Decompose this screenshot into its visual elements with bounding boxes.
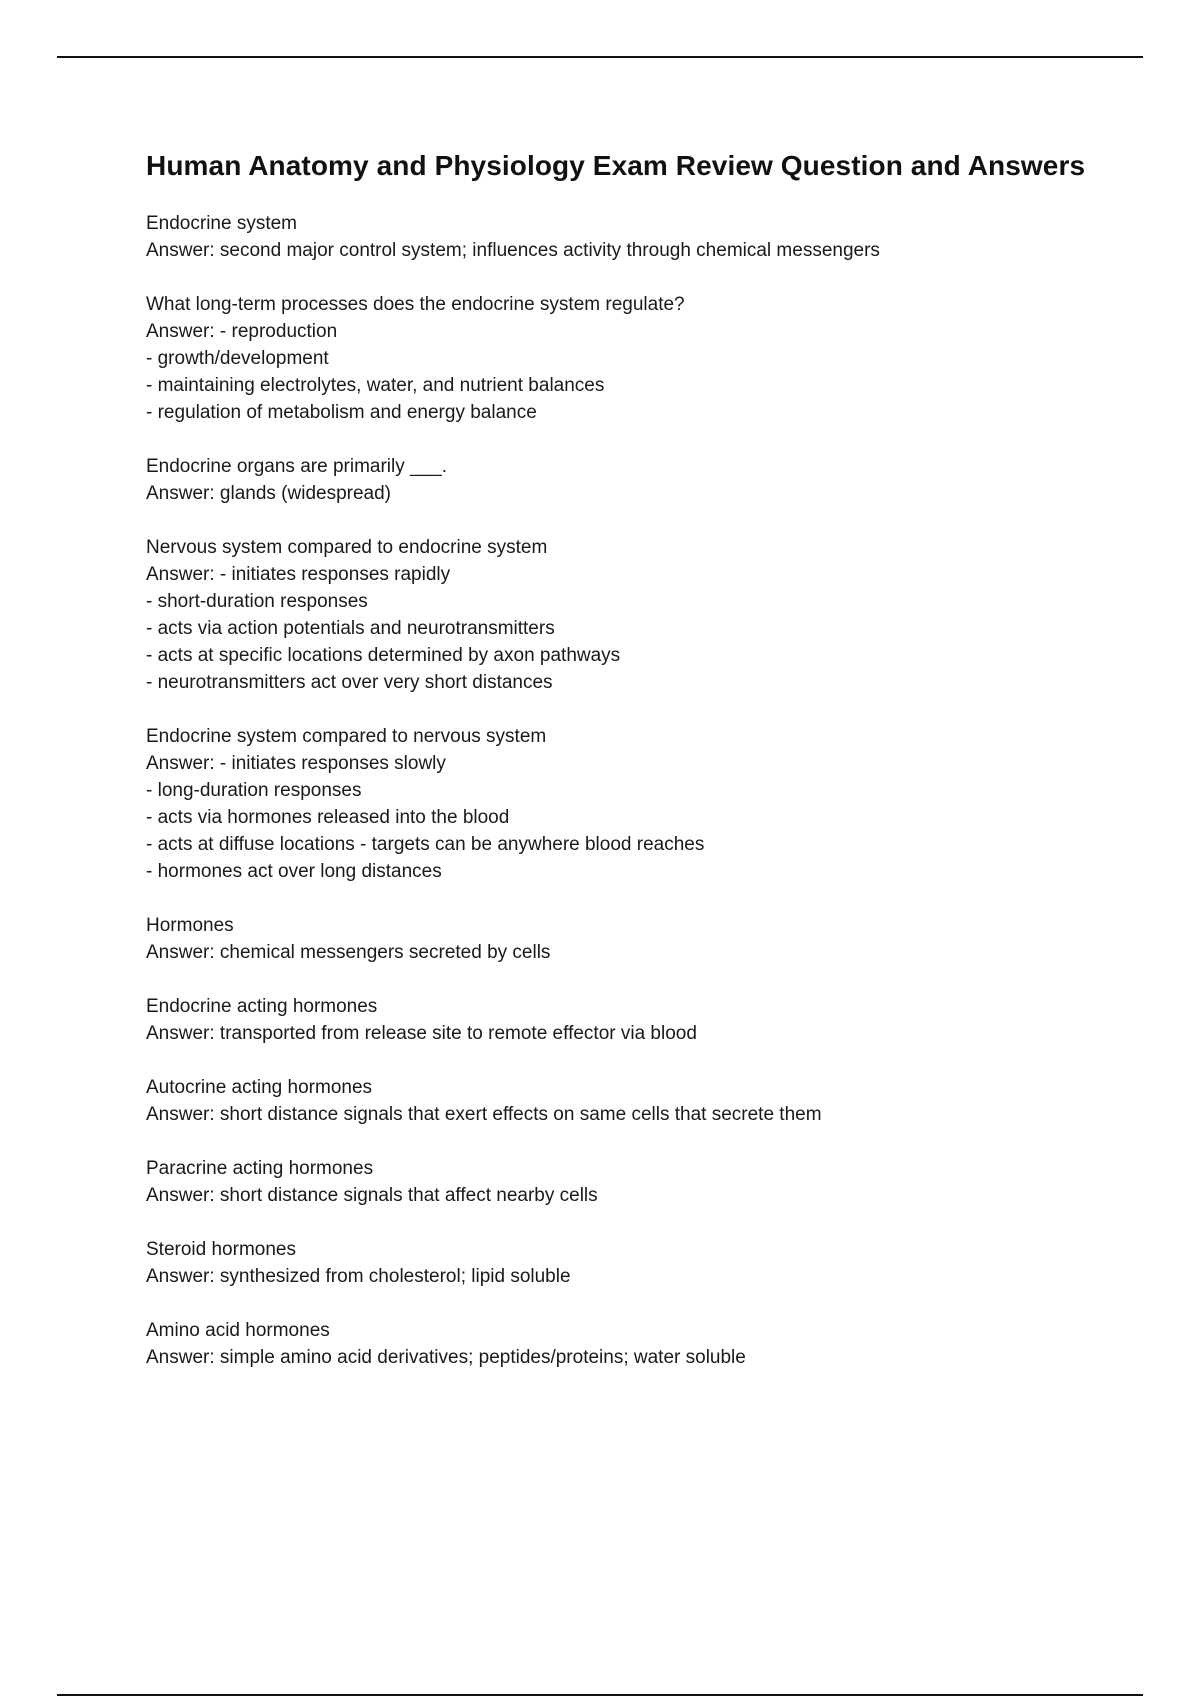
answer-line: Answer: - reproduction: [146, 321, 338, 342]
answer-line: - regulation of metabolism and energy balance: [146, 402, 537, 423]
qa-item: [146, 453, 1146, 507]
question-text: Paracrine acting hormones: [146, 1158, 374, 1179]
answer-line: - maintaining electrolytes, water, and nutrient balances: [146, 375, 605, 396]
answer-line: Answer: - initiates responses slowly: [146, 753, 446, 774]
answer-line: - acts via action potentials and neurotransmitters: [146, 618, 555, 639]
answer-line: Answer: - initiates responses rapidly: [146, 564, 451, 585]
question-text: Endocrine system compared to nervous system: [146, 726, 547, 747]
answer-line: - growth/development: [146, 348, 329, 369]
qa-item: [146, 993, 1146, 1047]
question-text: Steroid hormones: [146, 1239, 296, 1260]
qa-item: [146, 723, 1146, 885]
question-text: Nervous system compared to endocrine system: [146, 537, 548, 558]
qa-item: [146, 912, 1146, 966]
footer-rule: [57, 1694, 1143, 1696]
question-text: Endocrine system: [146, 213, 298, 234]
qa-item: [146, 291, 1146, 426]
answer-line: - acts via hormones released into the blood: [146, 807, 510, 828]
answer-line: - short-duration responses: [146, 591, 368, 612]
answer-line: Answer: glands (widespread): [146, 483, 392, 504]
question-text: Amino acid hormones: [146, 1320, 330, 1341]
answer-line: Answer: second major control system; influences activity through chemical messengers: [146, 240, 880, 261]
answer-line: Answer: transported from release site to remote effector via blood: [146, 1023, 697, 1044]
qa-item: [146, 534, 1146, 696]
answer-line: - hormones act over long distances: [146, 861, 442, 882]
qa-item: [146, 1317, 1146, 1371]
answer-line: Answer: short distance signals that exert effects on same cells that secrete them: [146, 1104, 822, 1125]
qa-item: [146, 210, 1146, 264]
answer-line: Answer: short distance signals that affect nearby cells: [146, 1185, 598, 1206]
qa-item: [146, 1155, 1146, 1209]
answer-line: Answer: simple amino acid derivatives; peptides/proteins; water soluble: [146, 1347, 746, 1368]
header-rule: [57, 56, 1143, 58]
question-text: Endocrine organs are primarily ___.: [146, 456, 447, 477]
qa-list: [146, 210, 1146, 1371]
answer-line: Answer: synthesized from cholesterol; lipid soluble: [146, 1266, 571, 1287]
answer-line: Answer: chemical messengers secreted by cells: [146, 942, 551, 963]
document-title: Human Anatomy and Physiology Exam Review Question and Answers: [146, 150, 1086, 181]
answer-line: - long-duration responses: [146, 780, 362, 801]
answer-line: - acts at specific locations determined by axon pathways: [146, 645, 621, 666]
question-text: Endocrine acting hormones: [146, 996, 378, 1017]
question-text: Autocrine acting hormones: [146, 1077, 373, 1098]
qa-item: [146, 1074, 1146, 1128]
document-body: [146, 148, 1146, 1398]
question-text: Hormones: [146, 915, 234, 936]
qa-item: [146, 1236, 1146, 1290]
question-text: What long-term processes does the endocrine system regulate?: [146, 294, 685, 315]
answer-line: - acts at diffuse locations - targets can be anywhere blood reaches: [146, 834, 705, 855]
answer-line: - neurotransmitters act over very short distances: [146, 672, 553, 693]
